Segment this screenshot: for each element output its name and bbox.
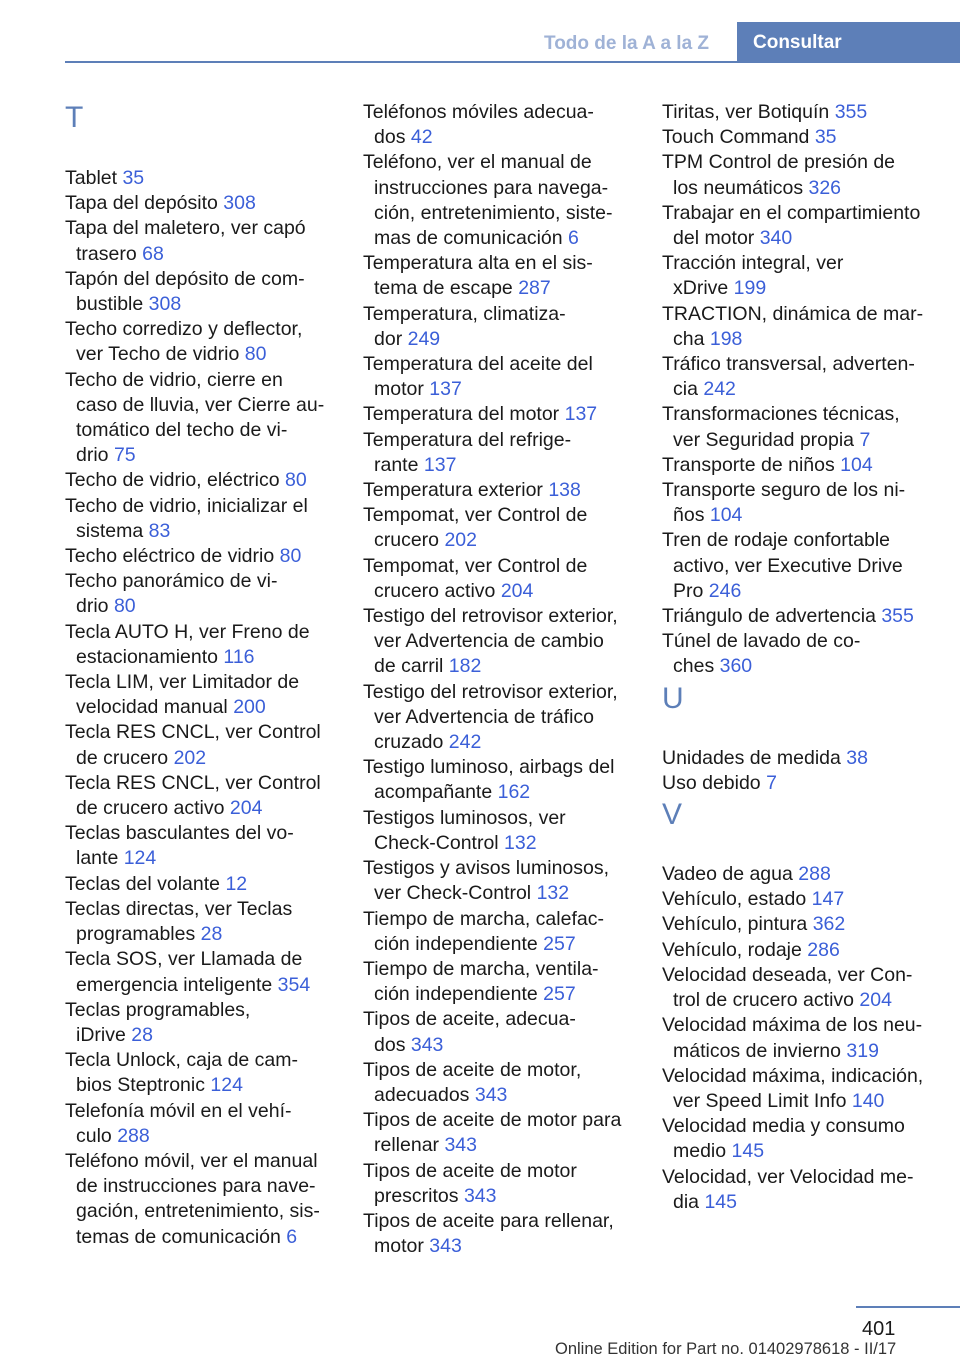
page-reference-link[interactable]: 202 [444,529,477,552]
page-reference-link[interactable]: 257 [543,983,576,1006]
index-entry-term: Techo panorámico de vi‐ drio [65,570,278,618]
index-entry [65,317,337,367]
index-entry-term: Temperatura exterior [363,479,549,502]
index-entry [65,1149,337,1250]
index-entry [662,771,934,796]
index-entry-term: TPM Control de presión de los neumáticos [662,151,896,199]
index-entry [363,302,635,352]
page-reference-link[interactable]: 145 [704,1190,737,1213]
index-entry-term: Testigos y avisos luminosos, ver Check-Control [363,857,610,905]
index-entry [363,907,635,957]
page-reference-link[interactable]: 354 [277,973,311,996]
index-entry [363,402,635,427]
page-reference-link[interactable]: 204 [500,579,534,602]
index-entry-term: Transporte de niños [662,453,841,476]
page-reference-link[interactable]: 38 [846,746,868,769]
index-entry [363,503,635,553]
page-reference-link[interactable]: 132 [536,882,570,905]
index-entry-term: Tracción integral, ver xDrive [662,252,844,300]
index-entry [662,1165,934,1215]
index-entry-term: Velocidad deseada, ver Con‐ trol de crucero activo [662,963,913,1012]
page-reference-link[interactable]: 12 [225,872,248,895]
index-entry-term: Teclas programables, iDrive [65,998,251,1046]
index-entry-term: Techo eléctrico de vidrio [65,545,280,568]
page-reference-link[interactable]: 6 [568,227,579,250]
index-entry [363,755,635,805]
page-reference-link[interactable]: 182 [448,655,482,678]
index-entry [363,1058,635,1108]
page-reference-link[interactable]: 137 [429,378,462,401]
index-entry [363,1159,635,1209]
index-entry-term: Uso debido [662,771,767,794]
page-reference-link[interactable]: 198 [709,327,743,350]
page-reference-link[interactable]: 246 [708,579,742,602]
page-reference-link[interactable]: 286 [807,938,840,961]
page-reference-link[interactable]: 360 [719,655,753,678]
index-entry-term: Tiempo de marcha, ventila‐ ción independiente [363,957,599,1006]
page-reference-link[interactable]: 42 [410,126,433,149]
index-entry [65,216,337,266]
index-entry-term: Tecla RES CNCL, ver Control de crucero activo [65,771,321,820]
index-entry-term: Teclas directas, ver Teclas programables [65,897,293,946]
index-entry-term: Transformaciones técnicas, ver Seguridad propia [662,403,900,451]
index-entry-term: Vadeo de agua [662,863,799,886]
index-entry [65,872,337,897]
index-entry-term: Testigo luminoso, airbags del acompañante [363,756,615,804]
index-entry-term: Tapa del depósito [65,192,224,215]
page-reference-link[interactable]: 80 [244,343,267,366]
index-entry [662,629,934,679]
page-reference-link[interactable]: 249 [407,327,441,350]
index-entry [363,806,635,856]
index-entry-term: Vehículo, rodaje [662,938,808,961]
index-entry-term: Techo corredizo y deflector, ver Techo de vidrio [65,318,303,366]
page-reference-link[interactable]: 204 [229,797,263,820]
index-entry [65,821,337,871]
index-entry [65,620,337,670]
page-reference-link[interactable]: 287 [518,277,551,300]
index-entry-term: Teléfono, ver el manual de instrucciones para navega‐ ción, entretenimiento, siste‐ mas de comunicación [363,151,613,250]
index-entry-term: Tren de rodaje confortable activo, ver Executive Drive Pro [662,529,903,602]
page-reference-link[interactable]: 124 [210,1074,243,1097]
page-reference-link[interactable]: 355 [881,605,914,628]
index-entry-term: Tipos de aceite de motor prescritos [363,1159,577,1207]
index-entry [363,1209,635,1259]
page-reference-link[interactable]: 28 [200,923,223,946]
index-entry [65,166,337,191]
index-entry [662,746,934,771]
index-entry [662,1013,934,1063]
page-reference-link[interactable]: 343 [429,1235,462,1258]
index-entry [363,680,635,756]
index-entry [65,569,337,619]
index-entry [662,150,934,200]
page-reference-link[interactable]: 288 [117,1124,150,1147]
index-entry [662,125,934,150]
page-reference-link[interactable]: 308 [148,293,182,316]
index-entry [65,897,337,947]
index-entry [662,528,934,604]
page-reference-link[interactable]: 355 [834,101,868,123]
page-reference-link[interactable]: 7 [859,428,871,451]
index-entry [662,963,934,1013]
index-entry [662,938,934,963]
index-entry-term: Tipos de aceite para rellenar, motor [363,1209,614,1258]
index-entry-term: Tecla Unlock, caja de cam‐ bios Steptronic [65,1049,299,1097]
page-reference-link[interactable]: 104 [709,504,743,527]
index-entry-term: Temperatura del aceite del motor [363,353,593,401]
index-entry-term: Tiritas, ver Botiquín [662,101,835,123]
index-entry-term: Tempomat, ver Control de crucero activo [363,554,588,602]
index-entry-term: Teclas del volante [65,872,226,895]
index-entry-term: Vehículo, estado [662,888,812,911]
page-reference-link[interactable]: 35 [814,126,837,149]
index-entry-term: Telefonía móvil en el vehí‐ culo [65,1099,292,1147]
index-entry [662,251,934,301]
page-reference-link[interactable]: 7 [766,771,777,794]
page-reference-link[interactable]: 340 [759,227,793,250]
page-reference-link[interactable]: 343 [410,1033,444,1056]
index-entry [363,957,635,1007]
index-entry [662,862,934,887]
index-entry [363,150,635,251]
index-entry [65,947,337,997]
page-reference-link[interactable]: 162 [497,781,531,804]
index-entry-term: Techo de vidrio, cierre en caso de lluvia, ver Cierre au‐ tomático del techo de vi‐ drio [65,368,325,467]
edition-note: Online Edition for Part no. 01402978618 - II/17 [555,1340,897,1358]
index-entry [65,494,337,544]
index-entry-term: Tipos de aceite, adecua‐ dos [363,1008,576,1056]
index-entry [662,201,934,251]
index-entry-term: Vehículo, pintura [662,913,813,936]
index-entry [662,887,934,912]
index-entry-term: Tiempo de marcha, calefac‐ ción independiente [363,907,604,955]
page-reference-link[interactable]: 308 [223,192,256,215]
index-entry [363,100,635,150]
index-entry [363,1108,635,1158]
page-reference-link[interactable]: 83 [148,519,171,542]
page-reference-link[interactable]: 343 [474,1083,508,1106]
index-entry-term: Tapa del maletero, ver capó trasero [65,217,306,265]
page-reference-link[interactable]: 124 [123,847,157,870]
page-reference-link[interactable]: 343 [444,1134,477,1157]
page-reference-link[interactable]: 137 [423,453,457,476]
page-reference-link[interactable]: 132 [504,831,537,854]
index-entry-term: Tecla AUTO H, ver Freno de estacionamiento [65,620,310,668]
page-reference-link[interactable]: 147 [811,888,845,911]
footer-divider [856,1306,960,1308]
index-entry [363,554,635,604]
index-column-2 [363,100,635,1259]
index-entry [363,604,635,680]
index-column-1 [65,100,337,1250]
page-reference-link[interactable]: 319 [846,1039,879,1062]
page-reference-link[interactable]: 199 [733,277,767,300]
page-reference-link[interactable]: 75 [113,444,136,467]
index-entry [363,428,635,478]
header-divider [65,61,960,63]
running-header-section: Todo de la A a la Z [544,33,710,54]
index-entry-term: Techo de vidrio, inicializar el sistema [65,494,308,542]
page-reference-link[interactable]: 202 [173,746,207,769]
page-reference-link[interactable]: 80 [113,595,136,618]
index-entry-term: Tempomat, ver Control de crucero [363,504,588,552]
index-entry [662,100,934,125]
running-header-chapter-tab: Consultar [737,22,960,63]
index-entry [363,352,635,402]
index-entry [662,912,934,937]
index-entry [65,1099,337,1149]
page-reference-link[interactable]: 145 [731,1140,765,1163]
index-entry-term: Transporte seguro de los ni‐ ños [662,479,906,527]
index-entry-term: Tapón del depósito de com‐ bustible [65,267,305,316]
index-entry-term: Tecla LIM, ver Limitador de velocidad manual [65,671,300,719]
index-entry-term: Tipos de aceite de motor para rellenar [363,1109,622,1157]
index-entry [363,251,635,301]
index-entry-term: Teléfonos móviles adecua‐ dos [363,101,594,149]
page-reference-link[interactable]: 137 [564,403,598,426]
index-entry [662,604,934,629]
index-entry-term: Temperatura, climatiza‐ dor [363,302,566,350]
index-entry-term: Temperatura alta en el sis‐ tema de escape [363,252,593,300]
page-reference-link[interactable]: 288 [798,863,831,886]
index-entry [65,468,337,493]
index-entry [65,368,337,469]
index-entry [662,478,934,528]
index-entry [65,998,337,1048]
index-letter-heading: U [662,681,684,715]
index-entry-term: Testigo del retrovisor exterior, ver Advertencia de tráfico cruzado [363,680,618,754]
index-entry-term: Testigos luminosos, ver Check-Control [363,806,566,854]
index-entry-term: Teclas basculantes del vo‐ lante [65,822,294,870]
index-entry-term: Testigo del retrovisor exterior, ver Advertencia de cambio de carril [363,605,618,678]
page-reference-link[interactable]: 343 [463,1184,497,1207]
page-reference-link[interactable]: 28 [131,1023,153,1046]
index-entry [65,670,337,720]
page-reference-link[interactable]: 362 [812,913,846,936]
index-entry-term: Tecla SOS, ver Llamada de emergencia inteligente [65,948,303,996]
index-entry [363,1007,635,1057]
index-entry-term: Temperatura del motor [363,403,565,426]
page-reference-link[interactable]: 326 [808,176,842,199]
index-letter-heading: V [662,798,683,832]
index-entry [65,544,337,569]
page-reference-link[interactable]: 6 [286,1225,298,1248]
page-reference-link[interactable]: 80 [285,469,307,492]
index-entry-term: Velocidad media y consumo medio [662,1115,905,1163]
index-entry [662,352,934,402]
page-reference-link[interactable]: 80 [279,545,302,568]
index-entry-term: Trabajar en el compartimiento del motor [662,201,921,250]
index-entry [662,402,934,452]
index-entry-term: Techo de vidrio, eléctrico [65,469,286,492]
index-entry [65,191,337,216]
index-entry [662,1064,934,1114]
index-entry-term: Tipos de aceite de motor, adecuados [363,1058,582,1106]
index-entry-term: Temperatura del refrige‐ rante [363,428,572,476]
page-reference-link[interactable]: 35 [122,167,145,189]
index-entry [363,856,635,906]
index-entry [65,771,337,821]
index-letter-heading: T [65,101,84,134]
index-entry [65,1048,337,1098]
index-entry-term: Teléfono móvil, ver el manual de instrucciones para nave‐ gación, entretenimiento, sis‐ temas de comunicación [65,1149,320,1248]
page-reference-link[interactable]: 200 [233,696,266,719]
page-reference-link[interactable]: 242 [448,731,482,754]
index-entry-term: Velocidad máxima, indicación, ver Speed Limit Info [662,1064,924,1112]
index-entry [662,302,934,352]
page-reference-link[interactable]: 204 [859,989,892,1012]
index-entry-term: Velocidad, ver Velocidad me‐ dia [662,1165,914,1213]
index-entry-term: Tráfico transversal, adverten‐ cia [662,353,915,401]
index-entry-term: Tecla RES CNCL, ver Control de crucero [65,721,321,769]
page-reference-link[interactable]: 104 [840,453,873,476]
index-entry-term: Triángulo de advertencia [662,605,882,628]
index-entry-term: Tablet [65,167,123,189]
page-reference-link[interactable]: 138 [548,479,581,502]
page-reference-link[interactable]: 140 [851,1089,885,1112]
index-entry-term: Unidades de medida [662,746,847,769]
index-entry-term: Touch Command [662,126,815,149]
page-reference-link[interactable]: 68 [142,242,164,265]
page-reference-link[interactable]: 257 [543,932,576,955]
index-entry-term: Velocidad máxima de los neu‐ máticos de invierno [662,1014,923,1062]
index-entry-term: Túnel de lavado de co‐ ches [662,630,861,678]
index-entry [662,1114,934,1164]
index-entry [662,453,934,478]
index-entry-term: TRACTION, dinámica de mar‐ cha [662,302,924,350]
index-entry [363,478,635,503]
page-number: 401 [862,1318,896,1340]
page-reference-link[interactable]: 242 [703,378,736,401]
page-reference-link[interactable]: 116 [223,645,255,668]
index-entry [65,720,337,770]
index-column-3 [662,100,934,1215]
index-entry [65,267,337,317]
